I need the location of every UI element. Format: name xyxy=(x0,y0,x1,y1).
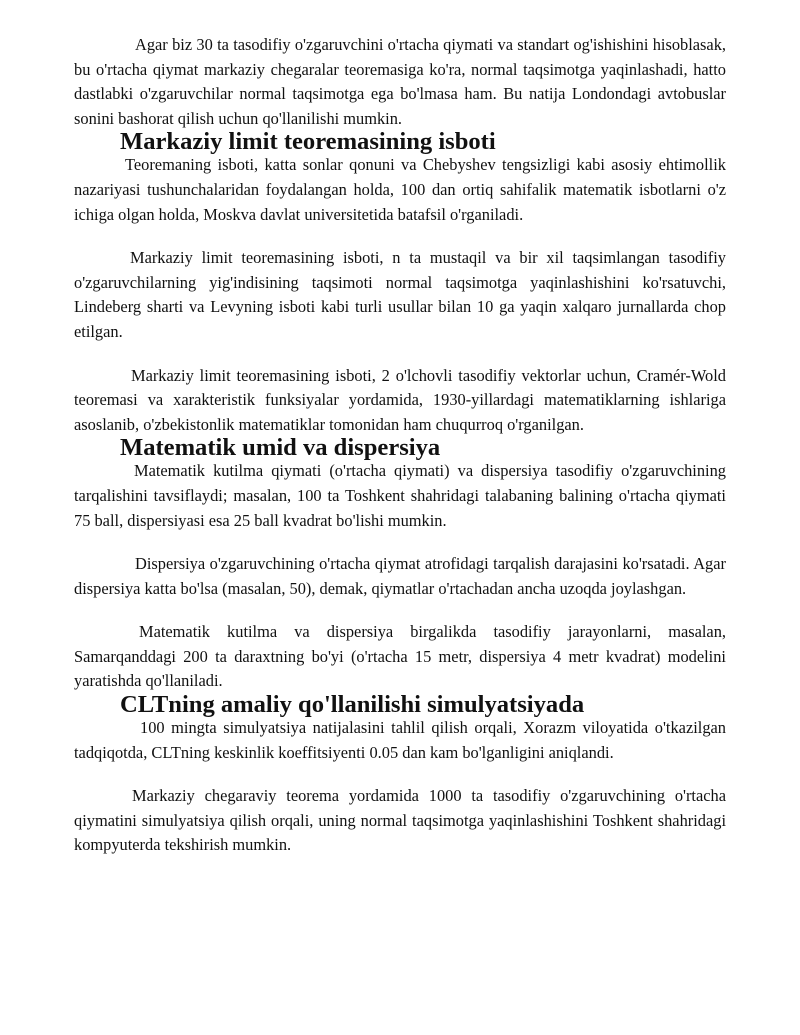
section-heading-clt-proof: Markaziy limit teoremasining isboti xyxy=(120,128,496,156)
paragraph: Markaziy limit teoremasining isboti, 2 o'lchovli tasodifiy vektorlar uchun, Cramér-Wold teoremasi va xarakteristik funksiyalar yordamida, 1930-yillardagi matematiklarning ishlariga asoslanib, o'zbekistonlik matematiklar tomonidan ham chuqurroq o'rganilgan. xyxy=(74,365,726,434)
paragraph: Dispersiya o'zgaruvchining o'rtacha qiymat atrofidagi tarqalish darajasini ko'rsatadi. Agar dispersiya katta bo'lsa (masalan, 50), demak, qiymatlar o'rtachadan ancha uzoqda joylashgan. xyxy=(74,554,726,598)
section-heading-clt-simulation: CLTning amaliy qo'llanilishi simulyatsiyada xyxy=(120,691,585,719)
paragraph: Matematik kutilma qiymati (o'rtacha qiymati) va dispersiya tasodifiy o'zgaruvchining tarqalishini tavsiflaydi; masalan, 100 ta Toshkent shahridagi talabaning balining o'rtacha qiymati 75 ball, dispersiyasi esa 25 ball kvadrat bo'lishi mumkin. xyxy=(74,461,726,530)
paragraph: Markaziy chegaraviy teorema yordamida 1000 ta tasodifiy o'zgaruvchining o'rtacha qiymatini simulyatsiya qilish orqali, uning normal taqsimotga yaqinlashishini Toshkent shahridagi kompyuterda tekshirish mumkin. xyxy=(74,786,726,855)
intro-paragraph: Agar biz 30 ta tasodifiy o'zgaruvchini o'rtacha qiymati va standart og'ishishini hisoblasak, bu o'rtacha qiymat markaziy chegaralar teoremasiga ko'ra, normal taqsimotga yaqinlashadi, hatto dastlabki o'zgaruvchilar normal taqsimotga ega bo'lmasa ham. Bu natija Londondagi avtobuslar sonini bashorat qilish uchun qo'llanilishi mumkin. xyxy=(74,35,726,128)
section-heading-expectation-variance: Matematik umid va dispersiya xyxy=(120,434,441,462)
paragraph: Teoremaning isboti, katta sonlar qonuni va Chebyshev tengsizligi kabi asosiy ehtimollik nazariyasi tushunchalaridan foydalangan holda, 100 dan ortiq sahifalik matematik isbotlarni o'z ichiga olgan holda, Moskva davlat universitetida batafsil o'rganiladi. xyxy=(74,155,726,224)
paragraph: Matematik kutilma va dispersiya birgalikda tasodifiy jarayonlarni, masalan, Samarqanddagi 200 ta daraxtning bo'yi (o'rtacha 15 metr, dispersiya 4 metr kvadrat) modelini yaratishda qo'llaniladi. xyxy=(74,622,726,691)
document-page xyxy=(74,33,726,858)
paragraph: Markaziy limit teoremasining isboti, n ta mustaqil va bir xil taqsimlangan tasodifiy o'zgaruvchilarning yig'indisining taqsimoti normal taqsimotga yaqinlashishini ko'rsatuvchi, Lindeberg sharti va Levyning isboti kabi turli usullar bilan 10 ga yaqin xalqaro jurnallarda chop etilgan. xyxy=(74,248,726,341)
paragraph: 100 mingta simulyatsiya natijalasini tahlil qilish orqali, Xorazm viloyatida o'tkazilgan tadqiqotda, CLTning keskinlik koeffitsiyenti 0.05 dan kam bo'lganligini aniqlandi. xyxy=(74,718,726,762)
